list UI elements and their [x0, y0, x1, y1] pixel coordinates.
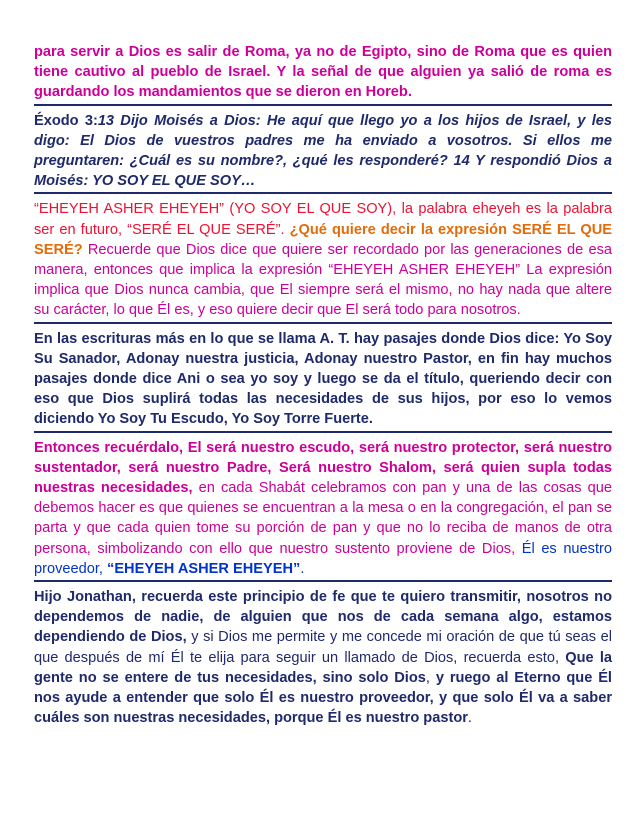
- eheyeh-intro: “EHEYEH ASHER EHEYEH” (YO SOY EL QUE SOY), la palabra eheyeh es la palabra ser en futuro, “SERÉ EL QUE SERÉ”.: [34, 201, 612, 238]
- verse-14-text: Y respondió Dios a Moisés: YO SOY EL QUE SOY…: [34, 153, 612, 190]
- proveedor-text: Él es nuestro proveedor,: [34, 540, 612, 577]
- eheyeh-meaning: Recuerde que Dios dice que quiere ser recordado por las generaciones de esa manera, entonces que implica la expresión “EHEYEH ASHER EHEYEH” La expresión implica que Dios nunca cambia, que El siempre será el mismo, no hay nada que altere su carácter, lo que Él es, y eso quiere decir que El será todo para nosotros.: [34, 241, 612, 319]
- final-period: .: [467, 710, 472, 727]
- paragraph-roma-text: para servir a Dios es salir de Roma, ya no de Egipto, sino de Roma que es quien tiene cautivo al pueblo de Israel. Y la señal de que alguien ya salió de roma es guardando los mandamientos que se dieron en Horeb.: [34, 44, 612, 101]
- paragraph-exodo-quote: [34, 111, 612, 195]
- recuerdalo-bold: Entonces recuérdalo, El será nuestro escudo, será nuestro protector, será nuestro sustentador, será nuestro Padre, Será nuestro Shalom, será quien supla todas nuestras necesidades,: [34, 439, 612, 497]
- paragraph-roma: [34, 42, 612, 106]
- paragraph-escrituras-text: En las escrituras más en lo que se llama A. T. hay pasajes donde Dios dice: Yo Soy Su Sanador, Adonay nuestra justicia, Adonay nuestro Pastor, en fin hay muchos pasajes donde dice Ani o sea yo soy y luego se da el título, queriendo decir con eso que Dios suplirá todas las necesidades de sus hijos, por eso lo vemos diciendo Yo Soy Tu Escudo, Yo Soy Torre Fuerte.: [34, 330, 612, 428]
- eheyeh-question: ¿Qué quiere decir la expresión SERÉ EL QUE SERÉ?: [34, 221, 612, 258]
- paragraph-escrituras: [34, 329, 612, 433]
- jonathan-bold: Hijo Jonathan, recuerda este principio de fe que te quiero transmitir, nosotros no dependemos de nadie, de alguien que nos de cada semana algo, estamos dependiendo de Dios,: [34, 589, 612, 646]
- jonathan-plain: y si Dios me permite y me concede mi oración de que tú seas el que después de mí Él te elija para seguir un llamado de Dios, recuerda esto,: [34, 629, 612, 666]
- comma: ,: [425, 669, 436, 686]
- necesidades-bold: Que la gente no se entere de tus necesidades, sino solo Dios: [34, 649, 612, 686]
- period: .: [300, 560, 305, 577]
- verse-number-13: 13: [97, 112, 115, 129]
- verse-number-14: 14: [453, 153, 470, 170]
- shabat-text: en cada Shabát celebramos con pan y una de las cosas que debemos hacer es que quienes se encuentran a la mesa o en la congregación, el pan se parta y que cada quien tome su porción de pan y que no lo reciba de manos de otra persona, simbolizando con ello que nuestro sustento proviene de Dios,: [34, 480, 613, 557]
- paragraph-recuerdalo: [34, 438, 612, 582]
- verse-13-text: Dijo Moisés a Dios: He aquí que llego yo a los hijos de Israel, y les digo: El Dios de vuestros padres me ha enviado a vosotros. Si ellos me preguntaren: ¿Cuál es su nombre?, ¿qué les responderé?: [34, 112, 612, 170]
- paragraph-eheyeh-explanation: [34, 199, 612, 323]
- scripture-reference: Éxodo 3:: [34, 112, 98, 129]
- ruego-bold: y ruego al Eterno que Él nos ayude a entender que solo Él es nuestro proveedor, y que solo Él va a saber cuáles son nuestras necesidades, porque Él es nuestro pastor: [34, 669, 612, 727]
- eheyeh-closing: “EHEYEH ASHER EHEYEH”: [107, 560, 301, 577]
- paragraph-jonathan: [34, 587, 612, 728]
